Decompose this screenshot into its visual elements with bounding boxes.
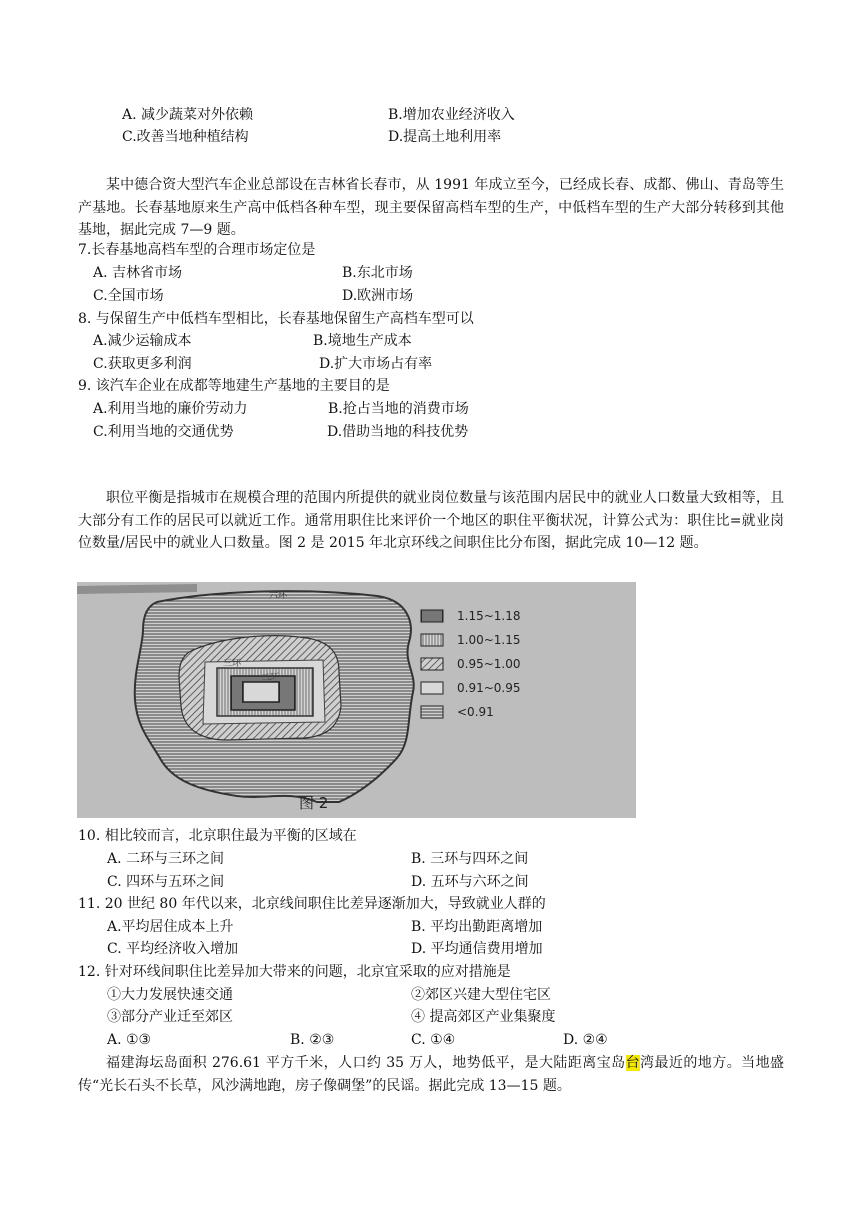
legend-swatch-1 [421, 610, 443, 622]
question-10-option-b: B. 三环与四环之间 [411, 851, 529, 867]
question-10-stem: 10. 相比较而言，北京职住最为平衡的区域在 [78, 828, 357, 844]
figure-caption: 图 2 [299, 794, 329, 812]
question-7-option-c: C.全国市场 [93, 288, 164, 304]
question-12-option-d: D. ②④ [563, 1032, 608, 1048]
question-7-option-d: D.欧洲市场 [342, 288, 414, 304]
question-12-item-2: ②郊区兴建大型住宅区 [411, 987, 551, 1003]
beijing-ring-map [77, 582, 636, 818]
legend-label-3: 0.95~1.00 [457, 657, 521, 671]
question-8-option-c: C.获取更多利润 [93, 356, 192, 372]
question-7-option-a: A. 吉林省市场 [93, 265, 183, 281]
intro-paragraph-7-9: 某中德合资大型汽车企业总部设在吉林省长春市，从 1991 年成立至今，已经成长春、成都、佛山、青岛等生产基地。长春基地原来生产高中低档各种车型，现主要保留高档车型的生产，中低档车型的生产大部分转移到其他基地，据此完成 7—9 题。 [78, 177, 784, 238]
question-9-option-a: A.利用当地的廉价劳动力 [93, 401, 248, 417]
q6-option-b: B.增加农业经济收入 [388, 107, 515, 123]
question-9-stem: 9. 该汽车企业在成都等地建生产基地的主要目的是 [78, 378, 390, 394]
q6-option-a: A. 减少蔬菜对外依赖 [122, 107, 254, 123]
question-7-stem: 7.长春基地高档车型的合理市场定位是 [78, 242, 316, 258]
ring-label-third: 三环 [223, 659, 242, 669]
question-11-option-b: B. 平均出勤距离增加 [411, 919, 543, 935]
question-12-option-b: B. ②③ [290, 1032, 335, 1048]
question-11-option-a: A.平均居住成本上升 [107, 919, 234, 935]
question-12-option-a: A. ①③ [107, 1032, 152, 1048]
legend-label-1: 1.15~1.18 [457, 609, 521, 623]
question-12-stem: 12. 针对环线间职住比差异加大带来的问题，北京宜采取的应对措施是 [78, 964, 511, 980]
question-10-option-d: D. 五环与六环之间 [411, 874, 529, 890]
legend-label-2: 1.00~1.15 [457, 633, 521, 647]
question-9-option-b: B.抢占当地的消费市场 [328, 401, 469, 417]
question-12-item-4: ④ 提高郊区产业集聚度 [411, 1009, 556, 1025]
question-10-option-a: A. 二环与三环之间 [107, 851, 225, 867]
question-8-option-d: D.扩大市场占有率 [319, 356, 433, 372]
core-zone [243, 682, 279, 702]
ring-label-second: 二环 [261, 673, 280, 683]
question-12-item-1: ①大力发展快速交通 [107, 987, 233, 1003]
map-legend [421, 609, 521, 719]
legend-label-5: <0.91 [457, 705, 494, 719]
question-10-option-c: C. 四环与五环之间 [107, 874, 225, 890]
question-8-option-b: B.境地生产成本 [313, 333, 412, 349]
intro-paragraph-13-15 [78, 1052, 784, 1097]
ring-label-sixth: 六环 [269, 591, 288, 601]
question-12-item-3: ③部分产业迁至郊区 [107, 1009, 233, 1025]
question-9-option-d: D.借助当地的科技优势 [327, 424, 469, 440]
legend-swatch-4 [421, 682, 443, 694]
q6-option-c: C.改善当地种植结构 [122, 129, 249, 145]
question-8-stem: 8. 与保留生产中低档车型相比，长春基地保留生产高档车型可以 [78, 311, 474, 327]
question-11-option-d: D. 平均通信费用增加 [411, 941, 543, 957]
intro-13-15-before: 福建海坛岛面积 276.61 平方千米，人口约 35 万人，地势低平，是大陆距离宝岛 [106, 1055, 626, 1071]
question-7-option-b: B.东北市场 [342, 265, 413, 281]
question-8-option-a: A.减少运输成本 [93, 333, 192, 349]
figure-2-photo [77, 582, 636, 818]
question-12-option-c: C. ①④ [411, 1032, 456, 1048]
legend-label-4: 0.91~0.95 [457, 681, 521, 695]
q6-option-d: D.提高土地利用率 [388, 129, 502, 145]
legend-swatch-3 [421, 658, 443, 670]
highlighted-character: 台 [625, 1055, 641, 1071]
legend-swatch-2 [421, 634, 443, 646]
question-11-option-c: C. 平均经济收入增加 [107, 941, 239, 957]
intro-13-15-after: 湾最近的地方。当地盛传“光长石头不长草，风沙满地跑，房子像碉堡”的民谣。据此完成 13—15 题。 [78, 1055, 785, 1094]
legend-swatch-5 [421, 706, 443, 718]
intro-paragraph-10-12: 职位平衡是指城市在规模合理的范围内所提供的就业岗位数量与该范围内居民中的就业人口数量大致相等，且大部分有工作的居民可以就近工作。通常用职住比来评价一个地区的职住平衡状况，计算公式为：职住比=就业岗位数量/居民中的就业人口数量。图 2 是 2015 年北京环线之间职住比分布图，据此完成 10—12 题。 [78, 490, 784, 551]
question-9-option-c: C.利用当地的交通优势 [93, 424, 234, 440]
question-11-stem: 11. 20 世纪 80 年代以来，北京线间职住比差异逐渐加大，导致就业人群的 [78, 896, 546, 912]
